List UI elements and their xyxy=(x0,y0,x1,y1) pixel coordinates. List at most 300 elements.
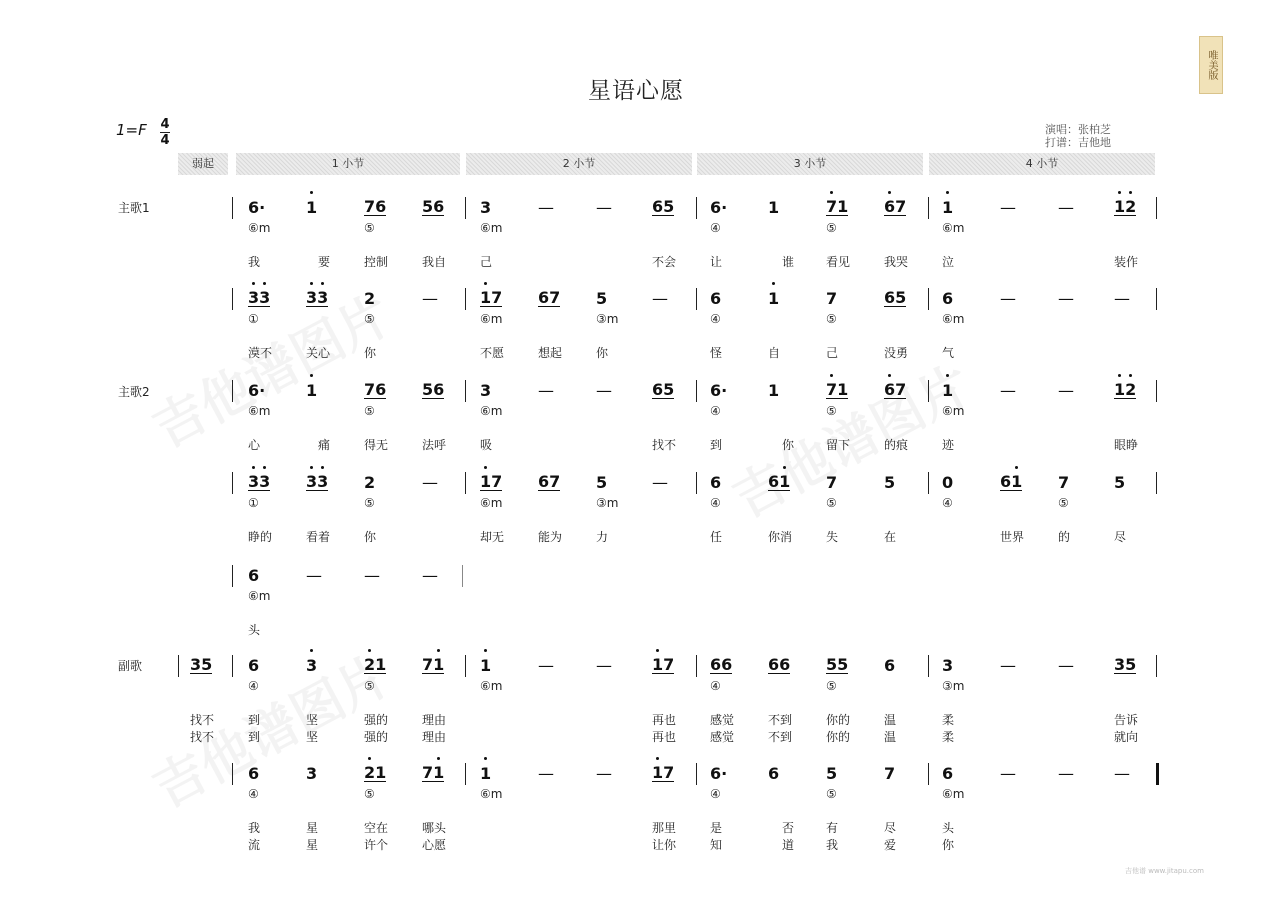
lyric: 的 xyxy=(1058,530,1071,544)
chord-symbol: ⑤ xyxy=(364,496,375,510)
note: 7 xyxy=(884,764,896,783)
note: 76 xyxy=(364,380,387,399)
note: 6 xyxy=(768,764,780,783)
lyric: 温 xyxy=(884,713,897,727)
note: 6· xyxy=(248,198,266,217)
chord-symbol: ⑥m xyxy=(248,589,271,603)
octave-dot xyxy=(484,649,487,652)
lyric: 己 xyxy=(826,346,839,360)
barline xyxy=(928,763,929,785)
note: 1 xyxy=(480,764,492,783)
lyric: 己 xyxy=(480,255,493,269)
chord-symbol: ⑥m xyxy=(942,312,965,326)
chord-symbol: ⑤ xyxy=(826,496,837,510)
note: 0 xyxy=(942,473,954,492)
lyric: 怪 xyxy=(710,346,723,360)
lyric: 自 xyxy=(768,346,781,360)
note-dash: — xyxy=(538,764,554,783)
lyric: 想起 xyxy=(538,346,563,360)
octave-dot xyxy=(321,282,324,285)
note: 1 xyxy=(768,289,780,308)
note: 35 xyxy=(190,655,213,674)
lyric: 要 xyxy=(318,255,331,269)
note: 35 xyxy=(1114,655,1137,674)
note: 5 xyxy=(884,473,896,492)
lyric: 控制 xyxy=(364,255,389,269)
note-dash: — xyxy=(422,289,438,308)
lyric-line-2: 流 xyxy=(248,838,261,852)
lyric: 尽 xyxy=(1114,530,1127,544)
chord-symbol: ⑤ xyxy=(826,679,837,693)
note-dash: — xyxy=(1000,656,1016,675)
note-dash: — xyxy=(1114,764,1130,783)
lyric: 法呼 xyxy=(422,438,447,452)
chord-symbol: ③m xyxy=(596,312,619,326)
octave-dot xyxy=(946,374,949,377)
lyric: 看着 xyxy=(306,530,331,544)
lyric: 失 xyxy=(826,530,839,544)
note-dash: — xyxy=(1000,198,1016,217)
note-dash: — xyxy=(1058,764,1074,783)
note: 1 xyxy=(942,381,954,400)
barline xyxy=(696,380,697,402)
note: 6 xyxy=(942,764,954,783)
barline xyxy=(178,655,179,677)
barline xyxy=(928,288,929,310)
octave-dot xyxy=(263,466,266,469)
lyric: 再也 xyxy=(652,713,677,727)
note-dash: — xyxy=(1000,289,1016,308)
note: 3 xyxy=(306,656,318,675)
lyric: 世界 xyxy=(1000,530,1025,544)
header-pickup: 弱起 xyxy=(178,153,228,175)
note: 6· xyxy=(710,381,728,400)
lyric: 吸 xyxy=(480,438,493,452)
lyric: 柔 xyxy=(942,713,955,727)
note: 6 xyxy=(248,764,260,783)
lyric-line-2: 就向 xyxy=(1114,730,1139,744)
header-measure-2: 2 小节 xyxy=(466,153,692,175)
chord-symbol: ⑤ xyxy=(826,404,837,418)
chord-symbol: ④ xyxy=(248,679,259,693)
lyric-line-2: 坚 xyxy=(306,730,319,744)
barline xyxy=(232,655,233,677)
lyric: 不到 xyxy=(768,713,793,727)
lyric: 谁 xyxy=(782,255,795,269)
barline xyxy=(462,565,463,587)
lyric: 心 xyxy=(248,438,261,452)
note: 7 xyxy=(826,289,838,308)
section-verse1: 主歌1 xyxy=(118,201,150,215)
lyric: 空在 xyxy=(364,821,389,835)
lyric: 却无 xyxy=(480,530,505,544)
chord-symbol: ⑥m xyxy=(480,312,503,326)
note: 21 xyxy=(364,655,387,674)
note: 67 xyxy=(884,197,907,216)
note: 3 xyxy=(942,656,954,675)
note-dash: — xyxy=(652,289,668,308)
chord-symbol: ⑤ xyxy=(1058,496,1069,510)
barline xyxy=(696,288,697,310)
octave-dot xyxy=(656,649,659,652)
octave-dot xyxy=(1118,191,1121,194)
chord-symbol: ④ xyxy=(248,787,259,801)
note-dash: — xyxy=(1058,656,1074,675)
note: 6· xyxy=(248,381,266,400)
note: 71 xyxy=(826,197,849,216)
note-dash: — xyxy=(652,473,668,492)
barline xyxy=(465,763,466,785)
lyric: 泣 xyxy=(942,255,955,269)
note-dash: — xyxy=(538,381,554,400)
chord-symbol: ⑤ xyxy=(826,787,837,801)
lyric: 任 xyxy=(710,530,723,544)
barline xyxy=(928,197,929,219)
lyric: 找不 xyxy=(190,713,215,727)
chord-symbol: ⑤ xyxy=(364,679,375,693)
barline xyxy=(696,197,697,219)
barline xyxy=(465,472,466,494)
note: 5 xyxy=(596,289,608,308)
lyric: 告诉 xyxy=(1114,713,1139,727)
lyric: 强的 xyxy=(364,713,389,727)
chord-symbol: ⑥m xyxy=(942,221,965,235)
lyric: 你 xyxy=(782,438,795,452)
octave-dot xyxy=(656,757,659,760)
lyric: 你 xyxy=(364,346,377,360)
lyric: 到 xyxy=(710,438,723,452)
note: 67 xyxy=(538,288,561,307)
note: 55 xyxy=(826,655,849,674)
chord-symbol: ⑤ xyxy=(364,221,375,235)
lyric: 眼睁 xyxy=(1114,438,1139,452)
lyric: 哪头 xyxy=(422,821,447,835)
chord-symbol: ④ xyxy=(710,787,721,801)
lyric: 留下 xyxy=(826,438,851,452)
barline xyxy=(465,655,466,677)
barline xyxy=(696,763,697,785)
lyric: 否 xyxy=(782,821,795,835)
lyric-line-2: 你 xyxy=(942,838,955,852)
note: 21 xyxy=(364,763,387,782)
lyric-line-2: 星 xyxy=(306,838,319,852)
note: 67 xyxy=(538,472,561,491)
octave-dot xyxy=(888,191,891,194)
lyric: 装作 xyxy=(1114,255,1139,269)
octave-dot xyxy=(1129,374,1132,377)
note-dash: — xyxy=(538,198,554,217)
note: 3 xyxy=(306,764,318,783)
chord-symbol: ⑥m xyxy=(942,787,965,801)
note: 12 xyxy=(1114,380,1137,399)
octave-dot xyxy=(772,282,775,285)
barline xyxy=(1156,380,1157,402)
barline xyxy=(1156,763,1159,785)
chord-symbol: ④ xyxy=(710,312,721,326)
octave-dot xyxy=(783,466,786,469)
lyric-line-2: 柔 xyxy=(942,730,955,744)
barline xyxy=(232,197,233,219)
barline xyxy=(232,380,233,402)
lyric: 到 xyxy=(248,713,261,727)
note-dash: — xyxy=(364,566,380,585)
note: 17 xyxy=(480,288,503,307)
note: 6 xyxy=(942,289,954,308)
octave-dot xyxy=(437,649,440,652)
note-dash: — xyxy=(596,764,612,783)
note: 33 xyxy=(248,472,271,491)
octave-dot xyxy=(946,191,949,194)
time-sig-top: 4 xyxy=(160,117,170,132)
chord-symbol: ④ xyxy=(710,221,721,235)
octave-dot xyxy=(484,282,487,285)
chord-symbol: ① xyxy=(248,312,259,326)
note: 3 xyxy=(480,381,492,400)
note: 5 xyxy=(596,473,608,492)
lyric: 你消 xyxy=(768,530,793,544)
lyric: 感觉 xyxy=(710,713,735,727)
chord-symbol: ⑥m xyxy=(480,496,503,510)
lyric: 不会 xyxy=(652,255,677,269)
lyric-line-2: 心愿 xyxy=(422,838,447,852)
lyric: 有 xyxy=(826,821,839,835)
barline xyxy=(696,655,697,677)
lyric: 迹 xyxy=(942,438,955,452)
chord-symbol: ⑤ xyxy=(364,787,375,801)
header-measure-4: 4 小节 xyxy=(929,153,1155,175)
note: 56 xyxy=(422,380,445,399)
lyric: 找不 xyxy=(652,438,677,452)
barline xyxy=(465,197,466,219)
chord-symbol: ⑥m xyxy=(248,221,271,235)
octave-dot xyxy=(310,374,313,377)
note-dash: — xyxy=(1058,198,1074,217)
note: 3 xyxy=(480,198,492,217)
octave-dot xyxy=(310,191,313,194)
chord-symbol: ⑥m xyxy=(480,679,503,693)
lyric: 得无 xyxy=(364,438,389,452)
lyric: 不愿 xyxy=(480,346,505,360)
lyric-line-2: 再也 xyxy=(652,730,677,744)
note-dash: — xyxy=(306,566,322,585)
barline xyxy=(1156,288,1157,310)
note: 33 xyxy=(306,288,329,307)
note: 71 xyxy=(826,380,849,399)
section-chorus: 副歌 xyxy=(118,659,143,673)
lyric-line-2: 感觉 xyxy=(710,730,735,744)
lyric: 我 xyxy=(248,255,261,269)
barline xyxy=(928,380,929,402)
chord-symbol: ⑤ xyxy=(826,221,837,235)
edition-seal: 唯美版 xyxy=(1199,36,1223,94)
note: 65 xyxy=(884,288,907,307)
note-dash: — xyxy=(538,656,554,675)
chord-symbol: ④ xyxy=(710,496,721,510)
chord-symbol: ③m xyxy=(942,679,965,693)
lyric-line-2: 道 xyxy=(782,838,795,852)
lyric-line-2: 我 xyxy=(826,838,839,852)
lyric: 我 xyxy=(248,821,261,835)
lyric: 你 xyxy=(596,346,609,360)
octave-dot xyxy=(1015,466,1018,469)
lyric: 坚 xyxy=(306,713,319,727)
note: 6 xyxy=(710,473,722,492)
octave-dot xyxy=(830,191,833,194)
barline xyxy=(928,655,929,677)
footer-credit: 吉他谱 www.jitapu.com xyxy=(1125,867,1204,875)
lyric: 力 xyxy=(596,530,609,544)
note: 5 xyxy=(1114,473,1126,492)
lyric-line-2: 理由 xyxy=(422,730,447,744)
note: 61 xyxy=(1000,472,1023,491)
barline xyxy=(465,380,466,402)
note: 56 xyxy=(422,197,445,216)
chord-symbol: ⑤ xyxy=(826,312,837,326)
note: 33 xyxy=(248,288,271,307)
lyric-line-2: 让你 xyxy=(652,838,677,852)
lyric: 睁的 xyxy=(248,530,273,544)
note: 66 xyxy=(768,655,791,674)
lyric: 尽 xyxy=(884,821,897,835)
barline xyxy=(1156,472,1157,494)
octave-dot xyxy=(263,282,266,285)
note-dash: — xyxy=(1000,381,1016,400)
octave-dot xyxy=(437,757,440,760)
octave-dot xyxy=(484,466,487,469)
octave-dot xyxy=(1118,374,1121,377)
note-dash: — xyxy=(596,381,612,400)
note-dash: — xyxy=(422,473,438,492)
octave-dot xyxy=(830,374,833,377)
lyric: 气 xyxy=(942,346,955,360)
lyric: 头 xyxy=(248,623,261,637)
note-dash: — xyxy=(1000,764,1016,783)
chord-symbol: ⑥m xyxy=(480,404,503,418)
lyric-line-2: 强的 xyxy=(364,730,389,744)
note: 1 xyxy=(942,198,954,217)
note: 1 xyxy=(480,656,492,675)
note: 17 xyxy=(480,472,503,491)
note: 66 xyxy=(710,655,733,674)
note: 7 xyxy=(1058,473,1070,492)
note: 12 xyxy=(1114,197,1137,216)
lyric-line-2: 找不 xyxy=(190,730,215,744)
lyric: 漠不 xyxy=(248,346,273,360)
octave-dot xyxy=(252,282,255,285)
note: 6· xyxy=(710,198,728,217)
note-dash: — xyxy=(1058,381,1074,400)
barline xyxy=(232,763,233,785)
barline xyxy=(232,472,233,494)
octave-dot xyxy=(252,466,255,469)
lyric: 头 xyxy=(942,821,955,835)
lyric: 痛 xyxy=(318,438,331,452)
lyric: 在 xyxy=(884,530,897,544)
octave-dot xyxy=(888,374,891,377)
lyric-line-2: 你的 xyxy=(826,730,851,744)
lyric: 看见 xyxy=(826,255,851,269)
chord-symbol: ⑥m xyxy=(248,404,271,418)
chord-symbol: ④ xyxy=(710,679,721,693)
note-dash: — xyxy=(1058,289,1074,308)
barline xyxy=(928,472,929,494)
barline xyxy=(696,472,697,494)
note: 6· xyxy=(710,764,728,783)
lyric: 是 xyxy=(710,821,723,835)
chord-symbol: ⑤ xyxy=(364,312,375,326)
note: 2 xyxy=(364,473,376,492)
chord-symbol: ⑥m xyxy=(942,404,965,418)
note: 71 xyxy=(422,655,445,674)
barline xyxy=(232,565,233,587)
note: 71 xyxy=(422,763,445,782)
note: 7 xyxy=(826,473,838,492)
lyric: 我哭 xyxy=(884,255,909,269)
note: 33 xyxy=(306,472,329,491)
lyric: 我自 xyxy=(422,255,447,269)
note: 65 xyxy=(652,197,675,216)
lyric-line-2: 温 xyxy=(884,730,897,744)
time-sig-bottom: 4 xyxy=(160,133,170,148)
note: 2 xyxy=(364,289,376,308)
lyric: 没勇 xyxy=(884,346,909,360)
octave-dot xyxy=(1129,191,1132,194)
lyric-line-2: 爱 xyxy=(884,838,897,852)
note: 17 xyxy=(652,763,675,782)
arranger-credit: 打谱：吉他地 xyxy=(1045,136,1111,149)
note: 61 xyxy=(768,472,791,491)
chord-symbol: ③m xyxy=(596,496,619,510)
lyric: 能为 xyxy=(538,530,563,544)
lyric-line-2: 许个 xyxy=(364,838,389,852)
octave-dot xyxy=(310,649,313,652)
lyric: 的痕 xyxy=(884,438,909,452)
lyric: 理由 xyxy=(422,713,447,727)
performer-credit: 演唱：张柏芝 xyxy=(1045,123,1111,136)
chord-symbol: ④ xyxy=(710,404,721,418)
note: 76 xyxy=(364,197,387,216)
note-dash: — xyxy=(1114,289,1130,308)
note: 1 xyxy=(306,381,318,400)
lyric-line-2: 到 xyxy=(248,730,261,744)
note: 17 xyxy=(652,655,675,674)
chord-symbol: ⑥m xyxy=(480,787,503,801)
octave-dot xyxy=(310,282,313,285)
header-measure-1: 1 小节 xyxy=(236,153,460,175)
lyric: 你 xyxy=(364,530,377,544)
barline xyxy=(1156,655,1157,677)
section-verse2: 主歌2 xyxy=(118,385,150,399)
octave-dot xyxy=(368,757,371,760)
note: 5 xyxy=(826,764,838,783)
lyric: 星 xyxy=(306,821,319,835)
barline xyxy=(232,288,233,310)
page-title: 星语心愿 xyxy=(588,78,684,104)
note-dash: — xyxy=(422,566,438,585)
note: 1 xyxy=(768,381,780,400)
note: 1 xyxy=(768,198,780,217)
note: 6 xyxy=(248,566,260,585)
note-dash: — xyxy=(596,198,612,217)
lyric: 关心 xyxy=(306,346,331,360)
note: 1 xyxy=(306,198,318,217)
note-dash: — xyxy=(596,656,612,675)
lyric-line-2: 知 xyxy=(710,838,723,852)
chord-symbol: ⑤ xyxy=(364,404,375,418)
lyric: 那里 xyxy=(652,821,677,835)
key-signature: 1=F xyxy=(116,121,147,139)
note: 67 xyxy=(884,380,907,399)
